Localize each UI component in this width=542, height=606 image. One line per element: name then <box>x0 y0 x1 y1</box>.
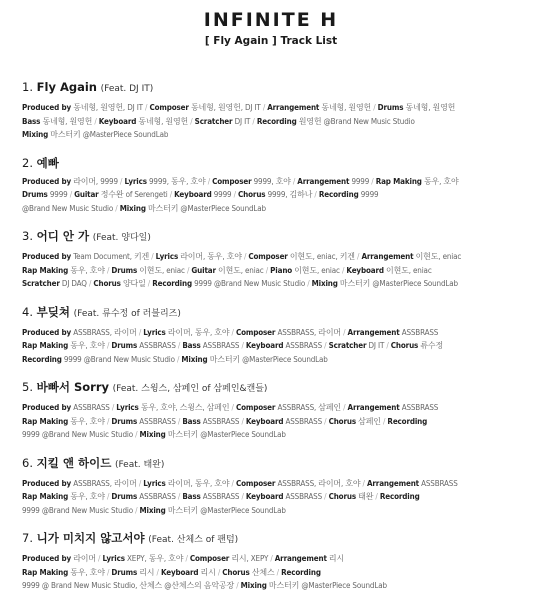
credit-value: 동네형, 원영헌, DJ IT <box>73 103 143 112</box>
track-credits <box>22 175 534 216</box>
track-name: Fly Again <box>36 80 97 94</box>
credit-role: Rap Making <box>22 265 69 275</box>
credit-value: ASSBRASS <box>401 403 439 412</box>
credit-role: Piano <box>270 265 293 275</box>
credit-role: Arrangement <box>361 252 414 261</box>
credit-value: ASSBRASS <box>285 492 323 501</box>
track-title-row <box>22 530 534 549</box>
credit-value: 산체스 <box>251 567 275 577</box>
credit-role: Rap Making <box>22 341 69 350</box>
credit-value: 동우, 호야 <box>70 341 105 350</box>
credit-line <box>22 175 534 189</box>
credit-value: 동우, 호야 <box>70 567 105 577</box>
credit-separator: / <box>322 492 329 501</box>
credit-value: 태완 <box>358 492 374 501</box>
track-2 <box>22 155 534 216</box>
credit-separator: / <box>384 341 391 350</box>
credit-line <box>22 566 534 580</box>
credit-value: 양다일 <box>122 279 146 288</box>
credit-role: Keyboard <box>98 116 137 126</box>
credit-separator: / <box>263 265 271 275</box>
credit-role: Scratcher <box>22 279 60 288</box>
credit-role: Recording <box>22 354 62 364</box>
credit-separator: / <box>239 341 246 350</box>
credit-value: 라이머 <box>73 554 96 563</box>
credit-value: 9999, 호야 <box>253 176 291 186</box>
track-3 <box>22 228 534 291</box>
credit-value: 라이머, 9999 <box>73 176 118 186</box>
credit-separator: / <box>231 190 239 199</box>
credit-value: 삼페인 <box>358 416 381 426</box>
credit-separator: / <box>239 492 246 501</box>
credit-value: 9999 @ Brand New Music Studio, 산체스 @산체스의 음악공장 <box>22 581 235 590</box>
credit-value: XEPY, 동우, 호야 <box>127 554 184 563</box>
credit-separator: / <box>229 403 236 412</box>
credit-line <box>22 504 534 518</box>
credit-value: 9999 @Brand New Music Studio <box>22 505 133 515</box>
credit-value: ASSBRASS, 라이머, 호야 <box>277 478 361 488</box>
credit-separator: / <box>136 327 144 337</box>
credit-role: Composer <box>248 252 288 261</box>
credit-separator: / <box>174 354 182 364</box>
credit-value: 동네형, 원영헌 <box>138 116 189 126</box>
credit-role: Mixing <box>240 581 267 590</box>
credit-line <box>22 264 534 278</box>
credit-separator: / <box>268 554 275 563</box>
credit-separator: / <box>117 176 125 186</box>
credit-value: 류수정 <box>420 341 444 350</box>
credit-separator: / <box>104 567 112 577</box>
credit-separator: / <box>360 478 367 488</box>
credit-value: 이현도, eniac, 키겐 <box>289 252 355 261</box>
credit-line <box>22 353 534 367</box>
credit-role: Arrangement <box>347 403 400 412</box>
credit-value: 동우, 호야 <box>423 176 459 186</box>
track-featuring: (Feat. 양다일) <box>92 233 151 243</box>
credit-value: 동네형, 원영헌 <box>42 116 93 126</box>
track-title-row <box>22 155 534 172</box>
credit-role: Keyboard <box>245 416 284 426</box>
credit-role: Composer <box>235 403 276 412</box>
credit-role: Lyrics <box>102 554 125 563</box>
credit-role: Mixing <box>119 203 146 213</box>
credit-role: Recording <box>281 567 321 577</box>
credit-role: Bass <box>22 116 41 126</box>
credit-separator: / <box>229 478 236 488</box>
track-number: 3. <box>22 229 33 243</box>
credit-role: Guitar <box>74 190 99 199</box>
credit-role: Mixing <box>22 130 49 139</box>
credit-value: ASSBRASS <box>202 492 240 501</box>
credit-value: 리시 <box>200 567 216 577</box>
credit-separator: / <box>234 581 241 590</box>
credit-value: DJ IT <box>234 116 251 126</box>
credit-role: Rap Making <box>22 567 69 577</box>
credit-separator: / <box>104 416 112 426</box>
credit-value: DJ DAQ <box>61 279 87 288</box>
track-name: 지킬 앤 하이드 <box>36 455 112 470</box>
credit-separator: / <box>175 341 183 350</box>
credit-role: Lyrics <box>124 176 147 186</box>
credit-line <box>22 339 534 353</box>
credit-separator: / <box>341 403 348 412</box>
credit-value: 이현도, eniac <box>415 252 462 261</box>
credit-line <box>22 552 534 566</box>
credit-role: Composer <box>189 554 230 563</box>
credit-role: Drums <box>111 416 138 426</box>
credit-role: Mixing <box>139 430 166 439</box>
credit-separator: / <box>250 116 257 126</box>
credit-value: ASSBRASS <box>139 341 176 350</box>
credit-value: 9999 <box>213 190 232 199</box>
credit-value: ASSBRASS, 삼페인 <box>277 403 341 412</box>
credit-value: 이현도, eniac <box>386 265 432 275</box>
credit-value: DJ IT <box>368 341 385 350</box>
credit-value: 마스터키 @MasterPiece SoundLab <box>268 581 387 590</box>
credit-role: Drums <box>111 265 138 275</box>
credit-role: Chorus <box>328 492 356 501</box>
credit-separator: / <box>86 279 94 288</box>
credit-role: Produced by <box>22 252 72 261</box>
credit-role: Produced by <box>22 554 72 563</box>
credit-role: Produced by <box>22 403 72 412</box>
credit-value: 마스터키 @MasterPiece SoundLab <box>209 354 328 364</box>
track-4 <box>22 304 534 367</box>
credit-separator: / <box>142 103 150 112</box>
credit-role: Recording <box>256 116 297 126</box>
credit-value: 라이머, 동우, 호야 <box>180 252 242 261</box>
credit-role: Recording <box>152 279 192 288</box>
credit-value: ASSBRASS <box>73 403 110 412</box>
credit-separator: / <box>215 567 223 577</box>
track-number: 1. <box>22 80 33 94</box>
credit-role: Drums <box>111 341 138 350</box>
credit-value: 9999 @Brand New Music Studio <box>22 430 133 439</box>
credit-role: Bass <box>182 341 201 350</box>
credit-role: Composer <box>212 176 252 186</box>
credit-separator: / <box>341 327 348 337</box>
track-title-row <box>22 455 534 474</box>
credit-separator: / <box>183 554 190 563</box>
credit-value: ASSBRASS <box>285 341 323 350</box>
credit-separator: / <box>133 505 140 515</box>
credit-role: Chorus <box>328 416 356 426</box>
credit-role: Lyrics <box>155 252 179 261</box>
track-credits <box>22 477 534 518</box>
credit-role: Drums <box>22 190 48 199</box>
track-1 <box>22 79 534 142</box>
album-subtitle: [ Fly Again ] Track List <box>204 35 338 47</box>
credit-value: 리시, XEPY <box>231 554 269 563</box>
track-name: 예빠 <box>36 155 59 170</box>
credit-role: Chorus <box>222 567 250 577</box>
credit-separator: / <box>371 103 378 112</box>
track-number: 2. <box>22 155 33 170</box>
credit-value: 동우, 호야 <box>70 492 105 501</box>
track-number: 7. <box>22 531 33 545</box>
credit-value: ASSBRASS <box>139 492 176 501</box>
credit-role: Produced by <box>22 176 72 186</box>
credit-line <box>22 115 534 129</box>
credit-role: Mixing <box>139 505 166 515</box>
credit-role: Keyboard <box>174 190 212 199</box>
credit-separator: / <box>322 416 329 426</box>
credit-role: Bass <box>182 492 201 501</box>
credit-separator: / <box>154 567 161 577</box>
track-number: 6. <box>22 455 33 470</box>
credit-separator: / <box>274 567 282 577</box>
track-featuring: (Feat. 태완) <box>114 459 165 470</box>
track-title-row <box>22 379 534 398</box>
credit-line <box>22 415 534 429</box>
credit-role: Chorus <box>390 341 419 350</box>
credit-separator: / <box>175 416 183 426</box>
track-6 <box>22 455 534 518</box>
credit-value: Team Document, 키겐 <box>73 252 150 261</box>
track-title-row <box>22 79 534 98</box>
credit-role: Chorus <box>93 279 121 288</box>
credit-separator: / <box>354 252 362 261</box>
credit-value: 리시 <box>139 567 155 577</box>
credit-role: Bass <box>182 416 201 426</box>
credit-value: 마스터키 @MasterPiece SoundLab <box>147 203 266 213</box>
credit-value: ASSBRASS <box>421 478 458 488</box>
credit-separator: / <box>188 116 195 126</box>
credit-role: Drums <box>111 492 138 501</box>
credit-role: Composer <box>149 103 189 112</box>
credit-role: Scratcher <box>328 341 367 350</box>
credit-separator: / <box>290 176 298 186</box>
credit-separator: / <box>184 265 192 275</box>
credit-separator: / <box>373 492 380 501</box>
credit-separator: / <box>92 116 99 126</box>
header <box>0 0 542 48</box>
track-title-row <box>22 304 534 323</box>
credit-value: @Brand New Music Studio <box>22 203 114 213</box>
credit-separator: / <box>167 190 175 199</box>
credit-role: Drums <box>111 567 138 577</box>
credit-value: 마스터키 @MasterPiece SoundLab <box>339 279 458 288</box>
credit-value: 마스터키 @MasterPiece SoundLab <box>50 130 169 139</box>
credit-separator: / <box>109 403 117 412</box>
credit-separator: / <box>149 252 156 261</box>
credit-line <box>22 477 534 491</box>
track-7 <box>22 530 534 593</box>
credit-separator: / <box>380 416 388 426</box>
credit-line <box>22 250 534 264</box>
credit-role: Arrangement <box>274 554 327 563</box>
credit-role: Keyboard <box>160 567 199 577</box>
track-featuring: (Feat. 산체스 of 팬텀) <box>148 535 239 545</box>
credit-role: Recording <box>387 416 428 426</box>
credit-separator: / <box>312 190 319 199</box>
credit-role: Rap Making <box>375 176 422 186</box>
credit-role: Keyboard <box>245 341 284 350</box>
credit-role: Rap Making <box>22 416 69 426</box>
credit-separator: / <box>369 176 376 186</box>
credit-separator: / <box>95 554 103 563</box>
credit-separator: / <box>133 430 140 439</box>
credit-separator: / <box>241 252 249 261</box>
credit-role: Lyrics <box>143 478 166 488</box>
credit-separator: / <box>339 265 347 275</box>
credit-value: ASSBRASS <box>202 416 240 426</box>
credit-role: Produced by <box>22 327 72 337</box>
credit-line <box>22 202 534 216</box>
credit-role: Scratcher <box>194 116 233 126</box>
credit-value: 동우, 호야 <box>70 265 105 275</box>
credit-separator: / <box>67 190 75 199</box>
credit-value: 9999 <box>49 190 68 199</box>
track-5 <box>22 379 534 442</box>
credit-value: 9999, 동우, 호야 <box>149 176 206 186</box>
credit-role: Mixing <box>311 279 338 288</box>
credit-role: Keyboard <box>346 265 384 275</box>
credit-separator: / <box>239 416 246 426</box>
credit-separator: / <box>260 103 268 112</box>
credit-value: 9999, 김하나 <box>267 190 313 199</box>
credit-value: 이현도, eniac <box>139 265 185 275</box>
track-featuring: (Feat. 류수정 of 러블리즈) <box>73 308 181 319</box>
credit-role: Recording <box>379 492 420 501</box>
credit-line <box>22 128 534 142</box>
credit-role: Chorus <box>238 190 266 199</box>
credit-role: Composer <box>235 478 276 488</box>
track-featuring: (Feat. 스윙스, 삼페인 of 삼페인&캔들) <box>112 384 268 394</box>
credit-role: Lyrics <box>116 403 139 412</box>
credit-separator: / <box>104 492 112 501</box>
credit-value: 동네형, 원영헌 <box>405 103 456 112</box>
credit-value: 라이머, 동우, 호야 <box>167 478 230 488</box>
credit-line <box>22 579 534 593</box>
track-credits <box>22 401 534 442</box>
credit-line <box>22 490 534 504</box>
credit-role: Arrangement <box>347 327 400 337</box>
credit-value: ASSBRASS <box>202 341 240 350</box>
credit-role: Arrangement <box>366 478 419 488</box>
credit-value: ASSBRASS, 라이머 <box>73 478 137 488</box>
credit-separator: / <box>104 265 112 275</box>
track-number: 5. <box>22 380 33 394</box>
credit-role: Guitar <box>191 265 216 275</box>
credit-role: Recording <box>318 190 359 199</box>
credit-value: ASSBRASS <box>285 416 323 426</box>
credit-line <box>22 401 534 415</box>
track-credits <box>22 552 534 593</box>
track-name: 니가 미치지 않고서야 <box>36 531 145 545</box>
track-credits <box>22 326 534 367</box>
credit-value: 원영헌 @Brand New Music Studio <box>298 116 415 126</box>
credit-value: 이현도, eniac <box>294 265 340 275</box>
credit-line <box>22 101 534 115</box>
credit-value: 9999 <box>360 190 379 199</box>
track-credits <box>22 250 534 291</box>
credit-value: 9999 @Brand New Music Studio <box>63 354 175 364</box>
credit-role: Arrangement <box>267 103 320 112</box>
credit-role: Composer <box>235 327 276 337</box>
credit-value: 동우, 호야, 스윙스, 삼페인 <box>140 403 230 412</box>
credit-role: Mixing <box>181 354 208 364</box>
credit-role: Drums <box>377 103 404 112</box>
track-credits <box>22 101 534 142</box>
credit-role: Lyrics <box>143 327 166 337</box>
credit-value: 마스터키 @MasterPiece SoundLab <box>167 430 286 439</box>
track-name: 바빠서 Sorry <box>36 380 109 394</box>
credit-separator: / <box>145 279 153 288</box>
credit-value: 이현도, eniac <box>218 265 264 275</box>
credit-value: ASSBRASS <box>401 327 439 337</box>
credit-role: Produced by <box>22 103 72 112</box>
credit-separator: / <box>322 341 329 350</box>
track-featuring: (Feat. DJ IT) <box>100 84 154 94</box>
credit-separator: / <box>305 279 312 288</box>
track-title-row <box>22 228 534 247</box>
credit-separator: / <box>175 492 183 501</box>
track-number: 4. <box>22 304 33 319</box>
credit-separator: / <box>113 203 120 213</box>
credit-separator: / <box>136 478 144 488</box>
credit-role: Arrangement <box>297 176 350 186</box>
credit-value: 라이머, 동우, 호야 <box>167 327 230 337</box>
credit-role: Keyboard <box>245 492 284 501</box>
credit-line <box>22 188 534 202</box>
credit-line <box>22 277 534 291</box>
credit-separator: / <box>229 327 236 337</box>
credit-role: Produced by <box>22 478 72 488</box>
credit-line <box>22 326 534 340</box>
track-name: 부딪쳐 <box>36 304 70 319</box>
artist-name: INFINITE H <box>203 9 339 31</box>
track-name: 어디 안 가 <box>36 229 90 243</box>
credit-value: 9999 <box>351 176 370 186</box>
credit-line <box>22 428 534 442</box>
credit-value: ASSBRASS <box>139 416 176 426</box>
credit-value: 동우, 호야 <box>70 416 105 426</box>
credit-separator: / <box>205 176 213 186</box>
credit-value: 동네형, 원영헌, DJ IT <box>190 103 261 112</box>
track-list <box>22 79 534 606</box>
credit-value: 정수완 of Serengeti <box>100 190 168 199</box>
credit-value: 9999 @Brand New Music Studio <box>194 279 306 288</box>
credit-value: 마스터키 @MasterPiece SoundLab <box>167 505 286 515</box>
credit-value: 리시 <box>328 554 345 563</box>
credit-role: Rap Making <box>22 492 69 501</box>
credit-value: ASSBRASS, 라이머 <box>73 327 137 337</box>
credit-separator: / <box>104 341 112 350</box>
credit-value: ASSBRASS, 라이머 <box>277 327 341 337</box>
credit-value: 동네형, 원영헌 <box>321 103 372 112</box>
